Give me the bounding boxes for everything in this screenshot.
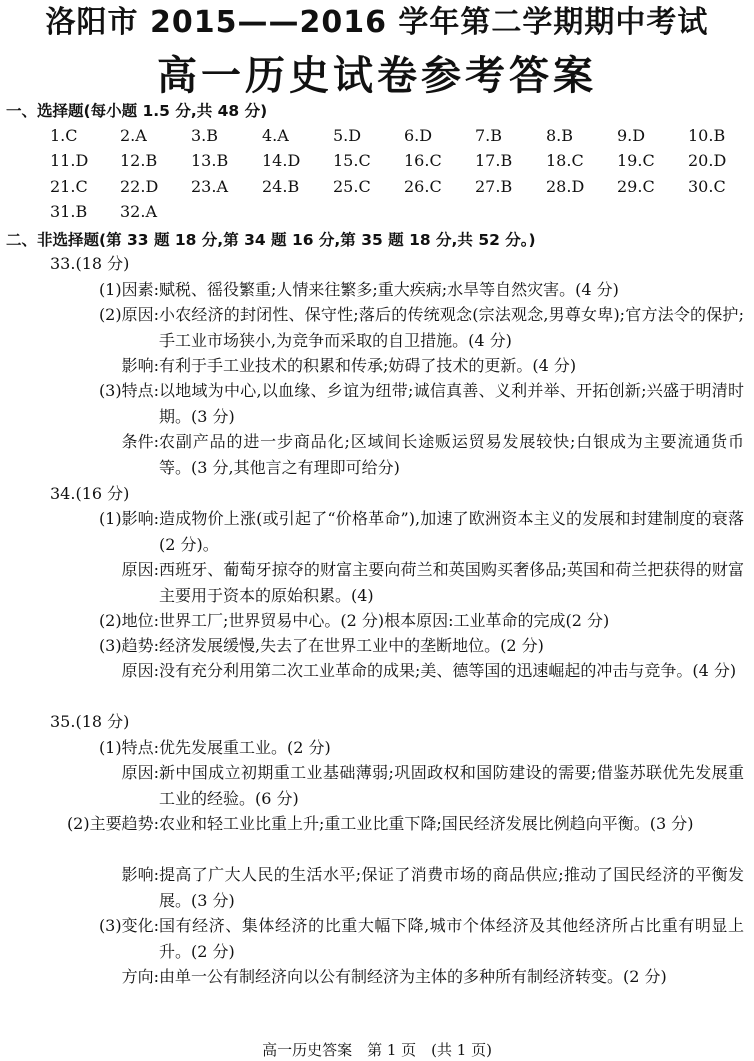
mc-answer: 12.B (120, 151, 158, 171)
mc-answer: 31.B (50, 201, 88, 221)
mc-answer-row (50, 148, 750, 173)
mc-answer: 24.B (262, 176, 300, 196)
mc-answer: 1.C (50, 126, 78, 145)
q33-p3-label: 影响: (121, 356, 159, 375)
section2-heading: 二、非选择题(第 33 题 18 分,第 34 题 16 分,第 35 题 18 分,共 52 分。) (6, 231, 536, 249)
q33-p5-text: 农副产品的进一步商品化;区域间长途贩运贸易发展较快;白银成为主要流通货币等。(3 分,其他言之有理即可给分) (159, 432, 744, 477)
q33-header: 33.(18 分) (50, 254, 130, 273)
mc-answer: 8.B (546, 126, 574, 145)
q35-p2-text: 新中国成立初期重工业基础薄弱;巩固政权和国防建设的需要;借鉴苏联优先发展重工业的经验。(6 分) (159, 763, 744, 808)
q35-p4-label: 影响: (121, 865, 159, 884)
mc-answer: 26.C (404, 176, 442, 196)
mc-answer: 4.A (262, 126, 289, 145)
q34-p5-text: 没有充分利用第二次工业革命的成果;美、德等国的迅速崛起的冲击与竞争。(4 分) (159, 661, 737, 680)
mc-answer-row (50, 174, 750, 199)
q34-p2-text: 西班牙、葡萄牙掠夺的财富主要向荷兰和英国购买奢侈品;英国和荷兰把获得的财富主要用于资本的原始积累。(4) (159, 560, 744, 605)
page-footer: 高一历史答案 第 1 页 (共 1 页) (262, 1041, 492, 1059)
q35-header: 35.(18 分) (50, 712, 130, 731)
q35-p1-text: 优先发展重工业。(2 分) (159, 738, 331, 757)
q33-p4-label: (3)特点: (98, 381, 159, 400)
mc-answer: 16.C (404, 151, 442, 171)
q34-p4-label: (3)趋势: (98, 636, 159, 655)
q34-p2-label: 原因: (121, 560, 159, 579)
q33-p2-text: 小农经济的封闭性、保守性;落后的传统观念(宗法观念,男尊女卑);官方法令的保护;手工业市场狭小,为竞争而采取的自卫措施。(4 分) (159, 305, 744, 350)
mc-answer-grid (50, 123, 750, 224)
mc-answer: 11.D (50, 151, 89, 171)
q33-p2-label: (2)原因: (98, 305, 159, 324)
mc-answer: 30.C (688, 176, 726, 196)
q34-p3-label: (2)地位: (98, 611, 159, 630)
mc-answer: 5.D (333, 126, 362, 145)
q34-p4-text: 经济发展缓慢,失去了在世界工业中的垄断地位。(2 分) (159, 636, 544, 655)
mc-answer: 7.B (475, 126, 503, 145)
mc-answer: 17.B (475, 151, 513, 171)
q33-p1-text: 赋税、徭役繁重;人情来往繁多;重大疾病;水旱等自然灾害。(4 分) (159, 280, 619, 299)
page-title-line2: 高一历史试卷参考答案 (157, 52, 597, 99)
mc-answer: 32.A (120, 201, 157, 221)
q35-p6-label: 方向: (121, 967, 159, 986)
mc-answer: 27.B (475, 176, 513, 196)
mc-answer: 14.D (262, 151, 301, 171)
q35-p6-text: 由单一公有制经济向以公有制经济为主体的多种所有制经济转变。(2 分) (159, 967, 667, 986)
mc-answer: 13.B (191, 151, 229, 171)
q34-header: 34.(16 分) (50, 484, 130, 503)
q33-p3-text: 有利于手工业技术的积累和传承;妨碍了技术的更新。(4 分) (159, 356, 577, 375)
q35-p3-label: (2)主要趋势: (66, 814, 159, 833)
mc-answer: 6.D (404, 126, 433, 145)
q33-p1-label: (1)因素: (98, 280, 159, 299)
q35-p1-label: (1)特点: (98, 738, 159, 757)
mc-answer: 20.D (688, 151, 727, 171)
mc-answer: 15.C (333, 151, 371, 171)
q35-p2-label: 原因: (121, 763, 159, 782)
q35-p5-label: (3)变化: (98, 916, 159, 935)
mc-answer: 3.B (191, 126, 219, 145)
q33-p5-label: 条件: (121, 432, 159, 451)
mc-answer: 28.D (546, 176, 585, 196)
q35-p3-text: 农业和轻工业比重上升;重工业比重下降;国民经济发展比例趋向平衡。(3 分) (159, 814, 694, 833)
mc-answer: 23.A (191, 176, 228, 196)
mc-answer-row (50, 199, 750, 224)
page-title-line1: 洛阳市 2015——2016 学年第二学期期中考试 (45, 5, 709, 40)
q35-p4-text: 提高了广大人民的生活水平;保证了消费市场的商品供应;推动了国民经济的平衡发展。(3 分) (159, 865, 744, 910)
q34-p5-label: 原因: (121, 661, 159, 680)
mc-answer: 2.A (120, 126, 147, 145)
section1-heading: 一、选择题(每小题 1.5 分,共 48 分) (6, 102, 268, 120)
q34-p3-text: 世界工厂;世界贸易中心。(2 分)根本原因:工业革命的完成(2 分) (159, 611, 610, 630)
mc-answer: 25.C (333, 176, 371, 196)
q34-p1-label: (1)影响: (98, 509, 159, 528)
mc-answer: 9.D (617, 126, 646, 145)
mc-answer: 18.C (546, 151, 584, 171)
q34-p1-text: 造成物价上涨(或引起了“价格革命”),加速了欧洲资本主义的发展和封建制度的衰落(2 分)。 (159, 509, 744, 554)
q35-p5-text: 国有经济、集体经济的比重大幅下降,城市个体经济及其他经济所占比重有明显上升。(2 分) (159, 916, 744, 961)
mc-answer: 29.C (617, 176, 655, 196)
mc-answer: 19.C (617, 151, 655, 171)
mc-answer: 10.B (688, 126, 726, 145)
q33-p4-text: 以地域为中心,以血缘、乡谊为纽带;诚信真善、义利并举、开拓创新;兴盛于明清时期。(3 分) (159, 381, 744, 426)
mc-answer: 22.D (120, 176, 159, 196)
mc-answer: 21.C (50, 176, 88, 196)
mc-answer-row (50, 123, 750, 148)
